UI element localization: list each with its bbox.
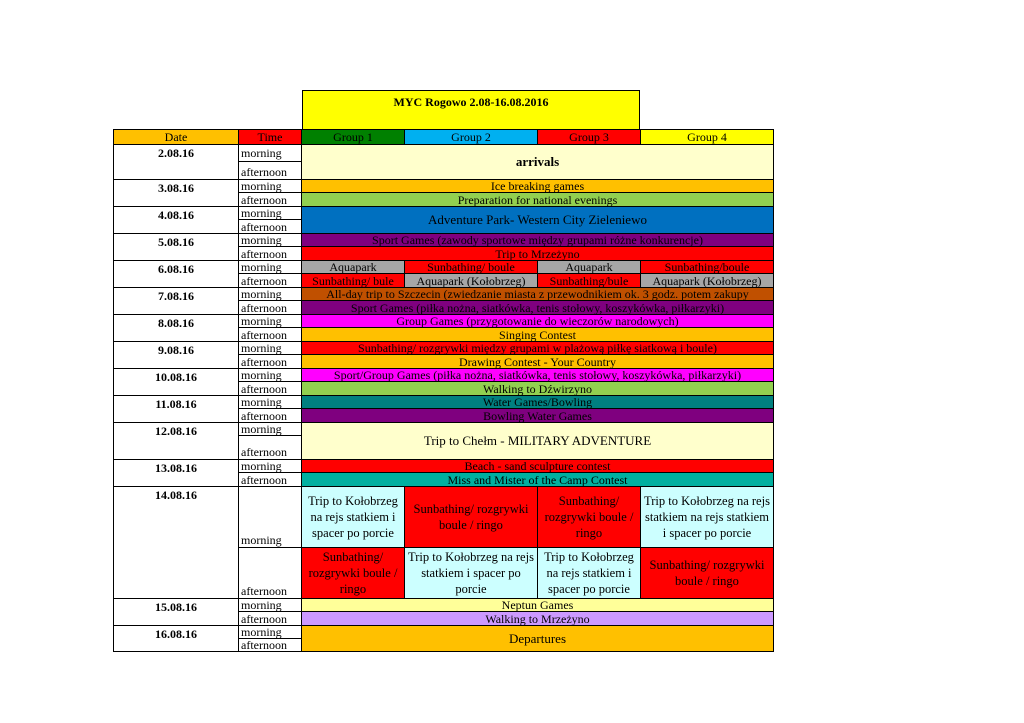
- time-afternoon: afternoon: [238, 611, 302, 626]
- activity-departures: Departures: [301, 625, 774, 652]
- time-afternoon: afternoon: [238, 472, 302, 487]
- group-4-afternoon: Sunbathing/ rozgrywki boule / ringo: [640, 547, 774, 599]
- time-morning: morning: [238, 179, 302, 193]
- time-afternoon: afternoon: [238, 161, 302, 180]
- activity-morning: Neptun Games: [301, 598, 774, 612]
- header-group-2: Group 2: [404, 129, 538, 145]
- date-cell: 16.08.16: [113, 625, 239, 652]
- date-cell: 7.08.16: [113, 287, 239, 315]
- activity-afternoon: Trip to Mrzeżyno: [301, 246, 774, 261]
- time-morning: morning: [238, 341, 302, 355]
- date-cell: 3.08.16: [113, 179, 239, 207]
- header-group-1: Group 1: [301, 129, 405, 145]
- time-morning: morning: [238, 233, 302, 247]
- activity-afternoon: Walking to Mrzeżyno: [301, 611, 774, 626]
- group-3-afternoon: Sunbathing/bule: [537, 273, 641, 288]
- group-1-afternoon: Sunbathing/ bule: [301, 273, 405, 288]
- activity-afternoon: Drawing Contest - Your Country: [301, 354, 774, 369]
- group-2-morning: Sunbathing/ rozgrywki boule / ringo: [404, 486, 538, 548]
- activity-afternoon: Singing Contest: [301, 327, 774, 342]
- time-afternoon: afternoon: [238, 327, 302, 342]
- time-afternoon: afternoon: [238, 408, 302, 423]
- header-time: Time: [238, 129, 302, 145]
- group-1-afternoon: Sunbathing/ rozgrywki boule / ringo: [301, 547, 405, 599]
- group-2-afternoon: Trip to Kołobrzeg na rejs statkiem i spacer po porcie: [404, 547, 538, 599]
- activity-morning: Sport/Group Games (piłka nożna, siatkówka, tenis stołowy, koszykówka, piłkarzyki): [301, 368, 774, 382]
- time-afternoon: afternoon: [238, 300, 302, 315]
- time-morning: morning: [238, 459, 302, 473]
- date-cell: 9.08.16: [113, 341, 239, 369]
- time-morning: morning: [238, 206, 302, 220]
- activity-morning: All-day trip to Szczecin (zwiedzanie miasta z przewodnikiem ok. 3 godz. potem zakupy: [301, 287, 774, 301]
- date-cell: 15.08.16: [113, 598, 239, 626]
- schedule-title: MYC Rogowo 2.08-16.08.2016: [302, 90, 640, 130]
- activity-morning: Sport Games (zawody sportowe między grupami różne konkurencje): [301, 233, 774, 247]
- group-3-afternoon: Trip to Kołobrzeg na rejs statkiem i spacer po porcie: [537, 547, 641, 599]
- time-morning: morning: [238, 395, 302, 409]
- time-morning: morning: [238, 144, 302, 162]
- activity-afternoon: Sport Games (piłka nożna, siatkówka, tenis stołowy, koszykówka, piłkarzyki): [301, 300, 774, 315]
- time-afternoon: afternoon: [238, 354, 302, 369]
- header-date: Date: [113, 129, 239, 145]
- activity-afternoon: Preparation for national evenings: [301, 192, 774, 207]
- activity-morning: Group Games (przygotowanie do wieczorów narodowych): [301, 314, 774, 328]
- activity-morning: Ice breaking games: [301, 179, 774, 193]
- group-4-morning: Sunbathing/boule: [640, 260, 774, 274]
- group-1-morning: Aquapark: [301, 260, 405, 274]
- header-group-4: Group 4: [640, 129, 774, 145]
- group-2-afternoon: Aquapark (Kołobrzeg): [404, 273, 538, 288]
- activity-morning: Sunbathing/ rozgrywki między grupami w plażową piłkę siatkową i boule): [301, 341, 774, 355]
- time-morning: morning: [238, 486, 302, 548]
- activity-afternoon: Bowling Water Games: [301, 408, 774, 423]
- time-afternoon: afternoon: [238, 435, 302, 460]
- activity-arrivals: arrivals: [301, 144, 774, 180]
- time-afternoon: afternoon: [238, 381, 302, 396]
- activity-trip-chelm: Trip to Chełm - MILITARY ADVENTURE: [301, 422, 774, 460]
- date-cell: 10.08.16: [113, 368, 239, 396]
- time-morning: morning: [238, 314, 302, 328]
- time-afternoon: afternoon: [238, 246, 302, 261]
- date-cell: 4.08.16: [113, 206, 239, 234]
- group-4-morning: Trip to Kołobrzeg na rejs statkiem na rejs statkiem i spacer po porcie: [640, 486, 774, 548]
- header-group-3: Group 3: [537, 129, 641, 145]
- date-cell: 2.08.16: [113, 144, 239, 180]
- time-afternoon: afternoon: [238, 192, 302, 207]
- activity-afternoon: Walking to Dźwirzyno: [301, 381, 774, 396]
- date-cell: 12.08.16: [113, 422, 239, 460]
- time-morning: morning: [238, 260, 302, 274]
- date-cell: 11.08.16: [113, 395, 239, 423]
- time-morning: morning: [238, 598, 302, 612]
- group-3-morning: Aquapark: [537, 260, 641, 274]
- activity-adventure-park: Adventure Park- Western City Zieleniewo: [301, 206, 774, 234]
- group-2-morning: Sunbathing/ boule: [404, 260, 538, 274]
- time-morning: morning: [238, 422, 302, 436]
- time-afternoon: afternoon: [238, 273, 302, 288]
- activity-morning: Beach - sand sculpture contest: [301, 459, 774, 473]
- date-cell: 13.08.16: [113, 459, 239, 487]
- time-afternoon: afternoon: [238, 638, 302, 652]
- time-morning: morning: [238, 625, 302, 639]
- time-morning: morning: [238, 287, 302, 301]
- group-1-morning: Trip to Kołobrzeg na rejs statkiem i spacer po porcie: [301, 486, 405, 548]
- date-cell: 8.08.16: [113, 314, 239, 342]
- group-3-morning: Sunbathing/ rozgrywki boule / ringo: [537, 486, 641, 548]
- activity-afternoon: Miss and Mister of the Camp Contest: [301, 472, 774, 487]
- time-morning: morning: [238, 368, 302, 382]
- time-afternoon: afternoon: [238, 547, 302, 599]
- date-cell: 14.08.16: [113, 486, 239, 599]
- time-afternoon: afternoon: [238, 219, 302, 234]
- activity-morning: Water Games/Bowling: [301, 395, 774, 409]
- date-cell: 6.08.16: [113, 260, 239, 288]
- group-4-afternoon: Aquapark (Kołobrzeg): [640, 273, 774, 288]
- date-cell: 5.08.16: [113, 233, 239, 261]
